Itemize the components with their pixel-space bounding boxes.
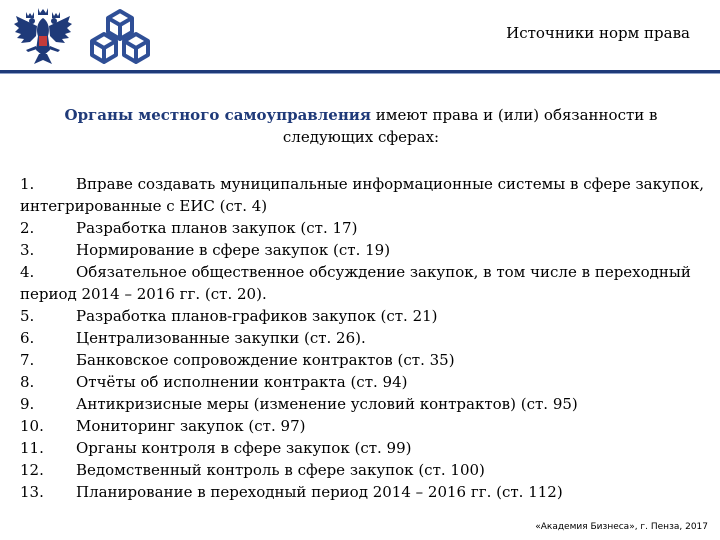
item-text: Обязательное общественное обсуждение закупок, в том числе в переходный период 2014 – 2016 гг. (ст. 20). xyxy=(20,263,691,303)
intro-text: имеют права и (или) обязанности в следующих сферах: xyxy=(282,106,658,146)
item-text: Антикризисные меры (изменение условий контрактов) (ст. 95) xyxy=(76,395,578,413)
header-divider-shadow xyxy=(0,73,720,74)
item-text: Банковское сопровождение контрактов (ст. 35) xyxy=(76,351,455,369)
list-item xyxy=(20,217,710,239)
duties-list xyxy=(20,173,710,503)
item-text: Нормирование в сфере закупок (ст. 19) xyxy=(76,241,391,259)
footer-credit: «Академия Бизнеса», г. Пенза, 2017 xyxy=(535,522,708,532)
item-number: 13. xyxy=(20,483,44,501)
list-item xyxy=(20,393,710,415)
list-item xyxy=(20,481,710,503)
list-item xyxy=(20,459,710,481)
item-number: 6. xyxy=(20,329,35,347)
slide-header xyxy=(0,0,720,68)
item-text: Органы контроля в сфере закупок (ст. 99) xyxy=(76,439,412,457)
item-text: Отчёты об исполнении контракта (ст. 94) xyxy=(76,373,408,391)
item-number: 3. xyxy=(20,241,35,259)
list-item xyxy=(20,305,710,327)
item-number: 8. xyxy=(20,373,35,391)
item-text: Мониторинг закупок (ст. 97) xyxy=(76,417,306,435)
item-text: Вправе создавать муниципальные информационные системы в сфере закупок, интегрированные с ЕИС (ст. 4) xyxy=(20,175,704,215)
item-number: 12. xyxy=(20,461,44,479)
list-item xyxy=(20,437,710,459)
list-item xyxy=(20,173,710,217)
item-number: 7. xyxy=(20,351,35,369)
item-number: 9. xyxy=(20,395,35,413)
item-number: 4. xyxy=(20,263,35,281)
item-number: 10. xyxy=(20,417,44,435)
intro-accent: Органы местного самоуправления xyxy=(64,106,372,124)
intro-paragraph xyxy=(34,104,688,148)
item-number: 1. xyxy=(20,175,35,193)
item-text: Разработка планов закупок (ст. 17) xyxy=(76,219,358,237)
item-number: 11. xyxy=(20,439,44,457)
list-item xyxy=(20,327,710,349)
list-item xyxy=(20,415,710,437)
slide-title: Источники норм права xyxy=(506,24,690,42)
coat-of-arms-icon xyxy=(12,6,74,68)
list-item xyxy=(20,239,710,261)
list-item xyxy=(20,371,710,393)
item-text: Разработка планов-графиков закупок (ст. 21) xyxy=(76,307,438,325)
list-item xyxy=(20,261,710,305)
item-text: Ведомственный контроль в сфере закупок (ст. 100) xyxy=(76,461,485,479)
item-text: Централизованные закупки (ст. 26). xyxy=(76,329,366,347)
cubes-logo-icon xyxy=(82,8,158,66)
item-number: 5. xyxy=(20,307,35,325)
item-text: Планирование в переходный период 2014 – 2016 гг. (ст. 112) xyxy=(76,483,563,501)
list-item xyxy=(20,349,710,371)
item-number: 2. xyxy=(20,219,35,237)
